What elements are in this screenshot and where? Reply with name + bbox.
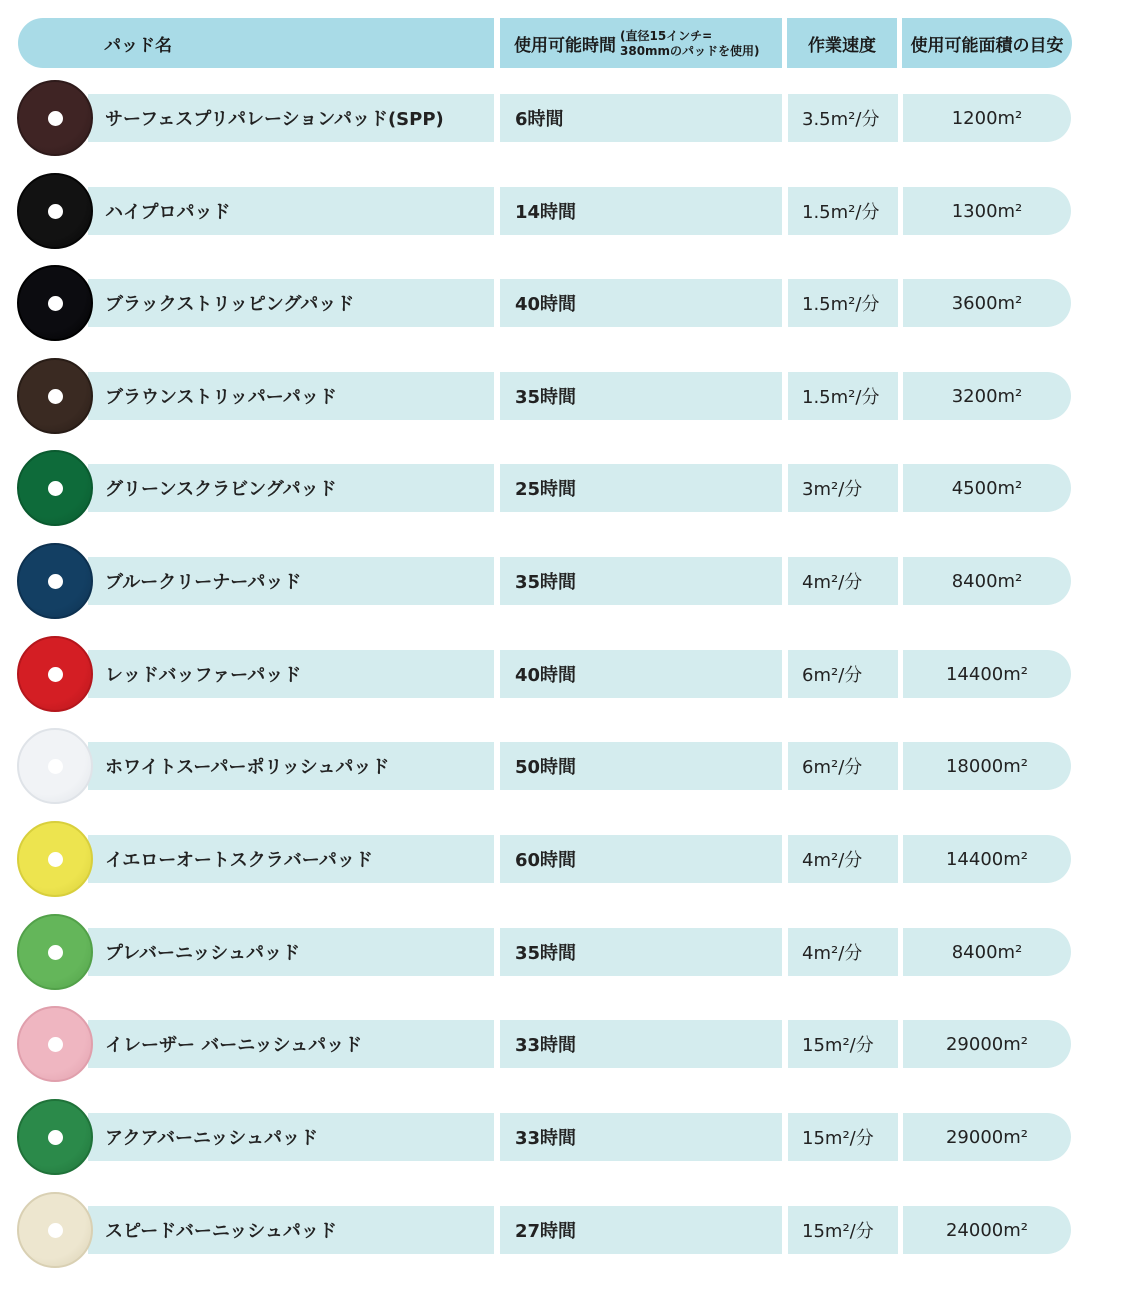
- header-usable-area: 使用可能面積の目安: [902, 18, 1072, 68]
- pad-center-hole: [48, 574, 63, 589]
- work-speed-cell: 15m²/分: [788, 1020, 898, 1068]
- work-speed-cell: 4m²/分: [788, 928, 898, 976]
- header-pad-name: パッド名: [18, 18, 494, 68]
- header-hours-note-line1: (直径15インチ=: [620, 29, 713, 43]
- usable-area-cell: 8400m²: [903, 557, 1071, 605]
- pad-name-cell: ホワイトスーパーポリッシュパッド: [88, 742, 494, 790]
- usable-hours-cell: 60時間: [500, 835, 782, 883]
- header-hours-label: 使用可能時間: [514, 35, 616, 56]
- work-speed-cell: 4m²/分: [788, 835, 898, 883]
- pad-name-cell: イレーザー バーニッシュパッド: [88, 1020, 494, 1068]
- pad-center-hole: [48, 1223, 63, 1238]
- pad-name-cell: グリーンスクラビングパッド: [88, 464, 494, 512]
- pad-center-hole: [48, 481, 63, 496]
- header-hours-note-line2: 380mmのパッドを使用): [620, 44, 760, 58]
- pad-disc-icon: [17, 1192, 93, 1268]
- pad-name-cell: ブラウンストリッパーパッド: [88, 372, 494, 420]
- pad-disc-icon: [17, 1006, 93, 1082]
- usable-area-cell: 3200m²: [903, 372, 1071, 420]
- usable-area-cell: 29000m²: [903, 1113, 1071, 1161]
- pad-name-cell: ブルークリーナーパッド: [88, 557, 494, 605]
- work-speed-cell: 15m²/分: [788, 1206, 898, 1254]
- work-speed-cell: 1.5m²/分: [788, 279, 898, 327]
- table-header: [18, 18, 1072, 68]
- pad-disc-icon: [17, 358, 93, 434]
- pad-disc-icon: [17, 1099, 93, 1175]
- header-work-speed: 作業速度: [787, 18, 897, 68]
- header-usable-hours: [500, 18, 782, 68]
- work-speed-cell: 1.5m²/分: [788, 187, 898, 235]
- usable-hours-cell: 25時間: [500, 464, 782, 512]
- pad-disc-icon: [17, 173, 93, 249]
- work-speed-cell: 6m²/分: [788, 650, 898, 698]
- table-row: [0, 450, 1124, 530]
- work-speed-cell: 4m²/分: [788, 557, 898, 605]
- work-speed-cell: 3.5m²/分: [788, 94, 898, 142]
- usable-hours-cell: 6時間: [500, 94, 782, 142]
- table-row: [0, 1099, 1124, 1179]
- usable-hours-cell: 35時間: [500, 557, 782, 605]
- pad-center-hole: [48, 111, 63, 126]
- pad-disc-icon: [17, 636, 93, 712]
- pad-center-hole: [48, 759, 63, 774]
- pad-name-cell: サーフェスプリパレーションパッド(SPP): [88, 94, 494, 142]
- usable-hours-cell: 40時間: [500, 650, 782, 698]
- usable-area-cell: 3600m²: [903, 279, 1071, 327]
- table-row: [0, 358, 1124, 438]
- table-row: [0, 543, 1124, 623]
- pad-name-cell: プレバーニッシュパッド: [88, 928, 494, 976]
- usable-area-cell: 24000m²: [903, 1206, 1071, 1254]
- usable-hours-cell: 50時間: [500, 742, 782, 790]
- pad-center-hole: [48, 1037, 63, 1052]
- table-row: [0, 80, 1124, 160]
- usable-area-cell: 29000m²: [903, 1020, 1071, 1068]
- pad-disc-icon: [17, 821, 93, 897]
- pad-name-cell: アクアバーニッシュパッド: [88, 1113, 494, 1161]
- table-row: [0, 728, 1124, 808]
- usable-area-cell: 18000m²: [903, 742, 1071, 790]
- pad-center-hole: [48, 1130, 63, 1145]
- table-row: [0, 1006, 1124, 1086]
- work-speed-cell: 3m²/分: [788, 464, 898, 512]
- pad-name-cell: イエローオートスクラバーパッド: [88, 835, 494, 883]
- table-row: [0, 821, 1124, 901]
- usable-hours-cell: 27時間: [500, 1206, 782, 1254]
- pad-disc-icon: [17, 543, 93, 619]
- usable-area-cell: 14400m²: [903, 650, 1071, 698]
- usable-area-cell: 4500m²: [903, 464, 1071, 512]
- pad-name-cell: レッドバッファーパッド: [88, 650, 494, 698]
- pad-center-hole: [48, 204, 63, 219]
- pad-center-hole: [48, 945, 63, 960]
- usable-area-cell: 1200m²: [903, 94, 1071, 142]
- table-row: [0, 1192, 1124, 1272]
- usable-hours-cell: 33時間: [500, 1113, 782, 1161]
- usable-hours-cell: 35時間: [500, 372, 782, 420]
- pad-center-hole: [48, 852, 63, 867]
- usable-hours-cell: 33時間: [500, 1020, 782, 1068]
- table-row: [0, 173, 1124, 253]
- work-speed-cell: 15m²/分: [788, 1113, 898, 1161]
- pad-disc-icon: [17, 450, 93, 526]
- usable-hours-cell: 40時間: [500, 279, 782, 327]
- pad-disc-icon: [17, 80, 93, 156]
- work-speed-cell: 1.5m²/分: [788, 372, 898, 420]
- pad-name-cell: ブラックストリッピングパッド: [88, 279, 494, 327]
- table-row: [0, 265, 1124, 345]
- pad-center-hole: [48, 667, 63, 682]
- pad-name-cell: ハイプロパッド: [88, 187, 494, 235]
- pad-center-hole: [48, 389, 63, 404]
- work-speed-cell: 6m²/分: [788, 742, 898, 790]
- pad-disc-icon: [17, 914, 93, 990]
- usable-hours-cell: 35時間: [500, 928, 782, 976]
- usable-area-cell: 14400m²: [903, 835, 1071, 883]
- pad-name-cell: スピードバーニッシュパッド: [88, 1206, 494, 1254]
- usable-area-cell: 8400m²: [903, 928, 1071, 976]
- table-row: [0, 914, 1124, 994]
- usable-area-cell: 1300m²: [903, 187, 1071, 235]
- pad-disc-icon: [17, 728, 93, 804]
- pad-center-hole: [48, 296, 63, 311]
- table-row: [0, 636, 1124, 716]
- pad-disc-icon: [17, 265, 93, 341]
- usable-hours-cell: 14時間: [500, 187, 782, 235]
- header-hours-note: [620, 29, 760, 59]
